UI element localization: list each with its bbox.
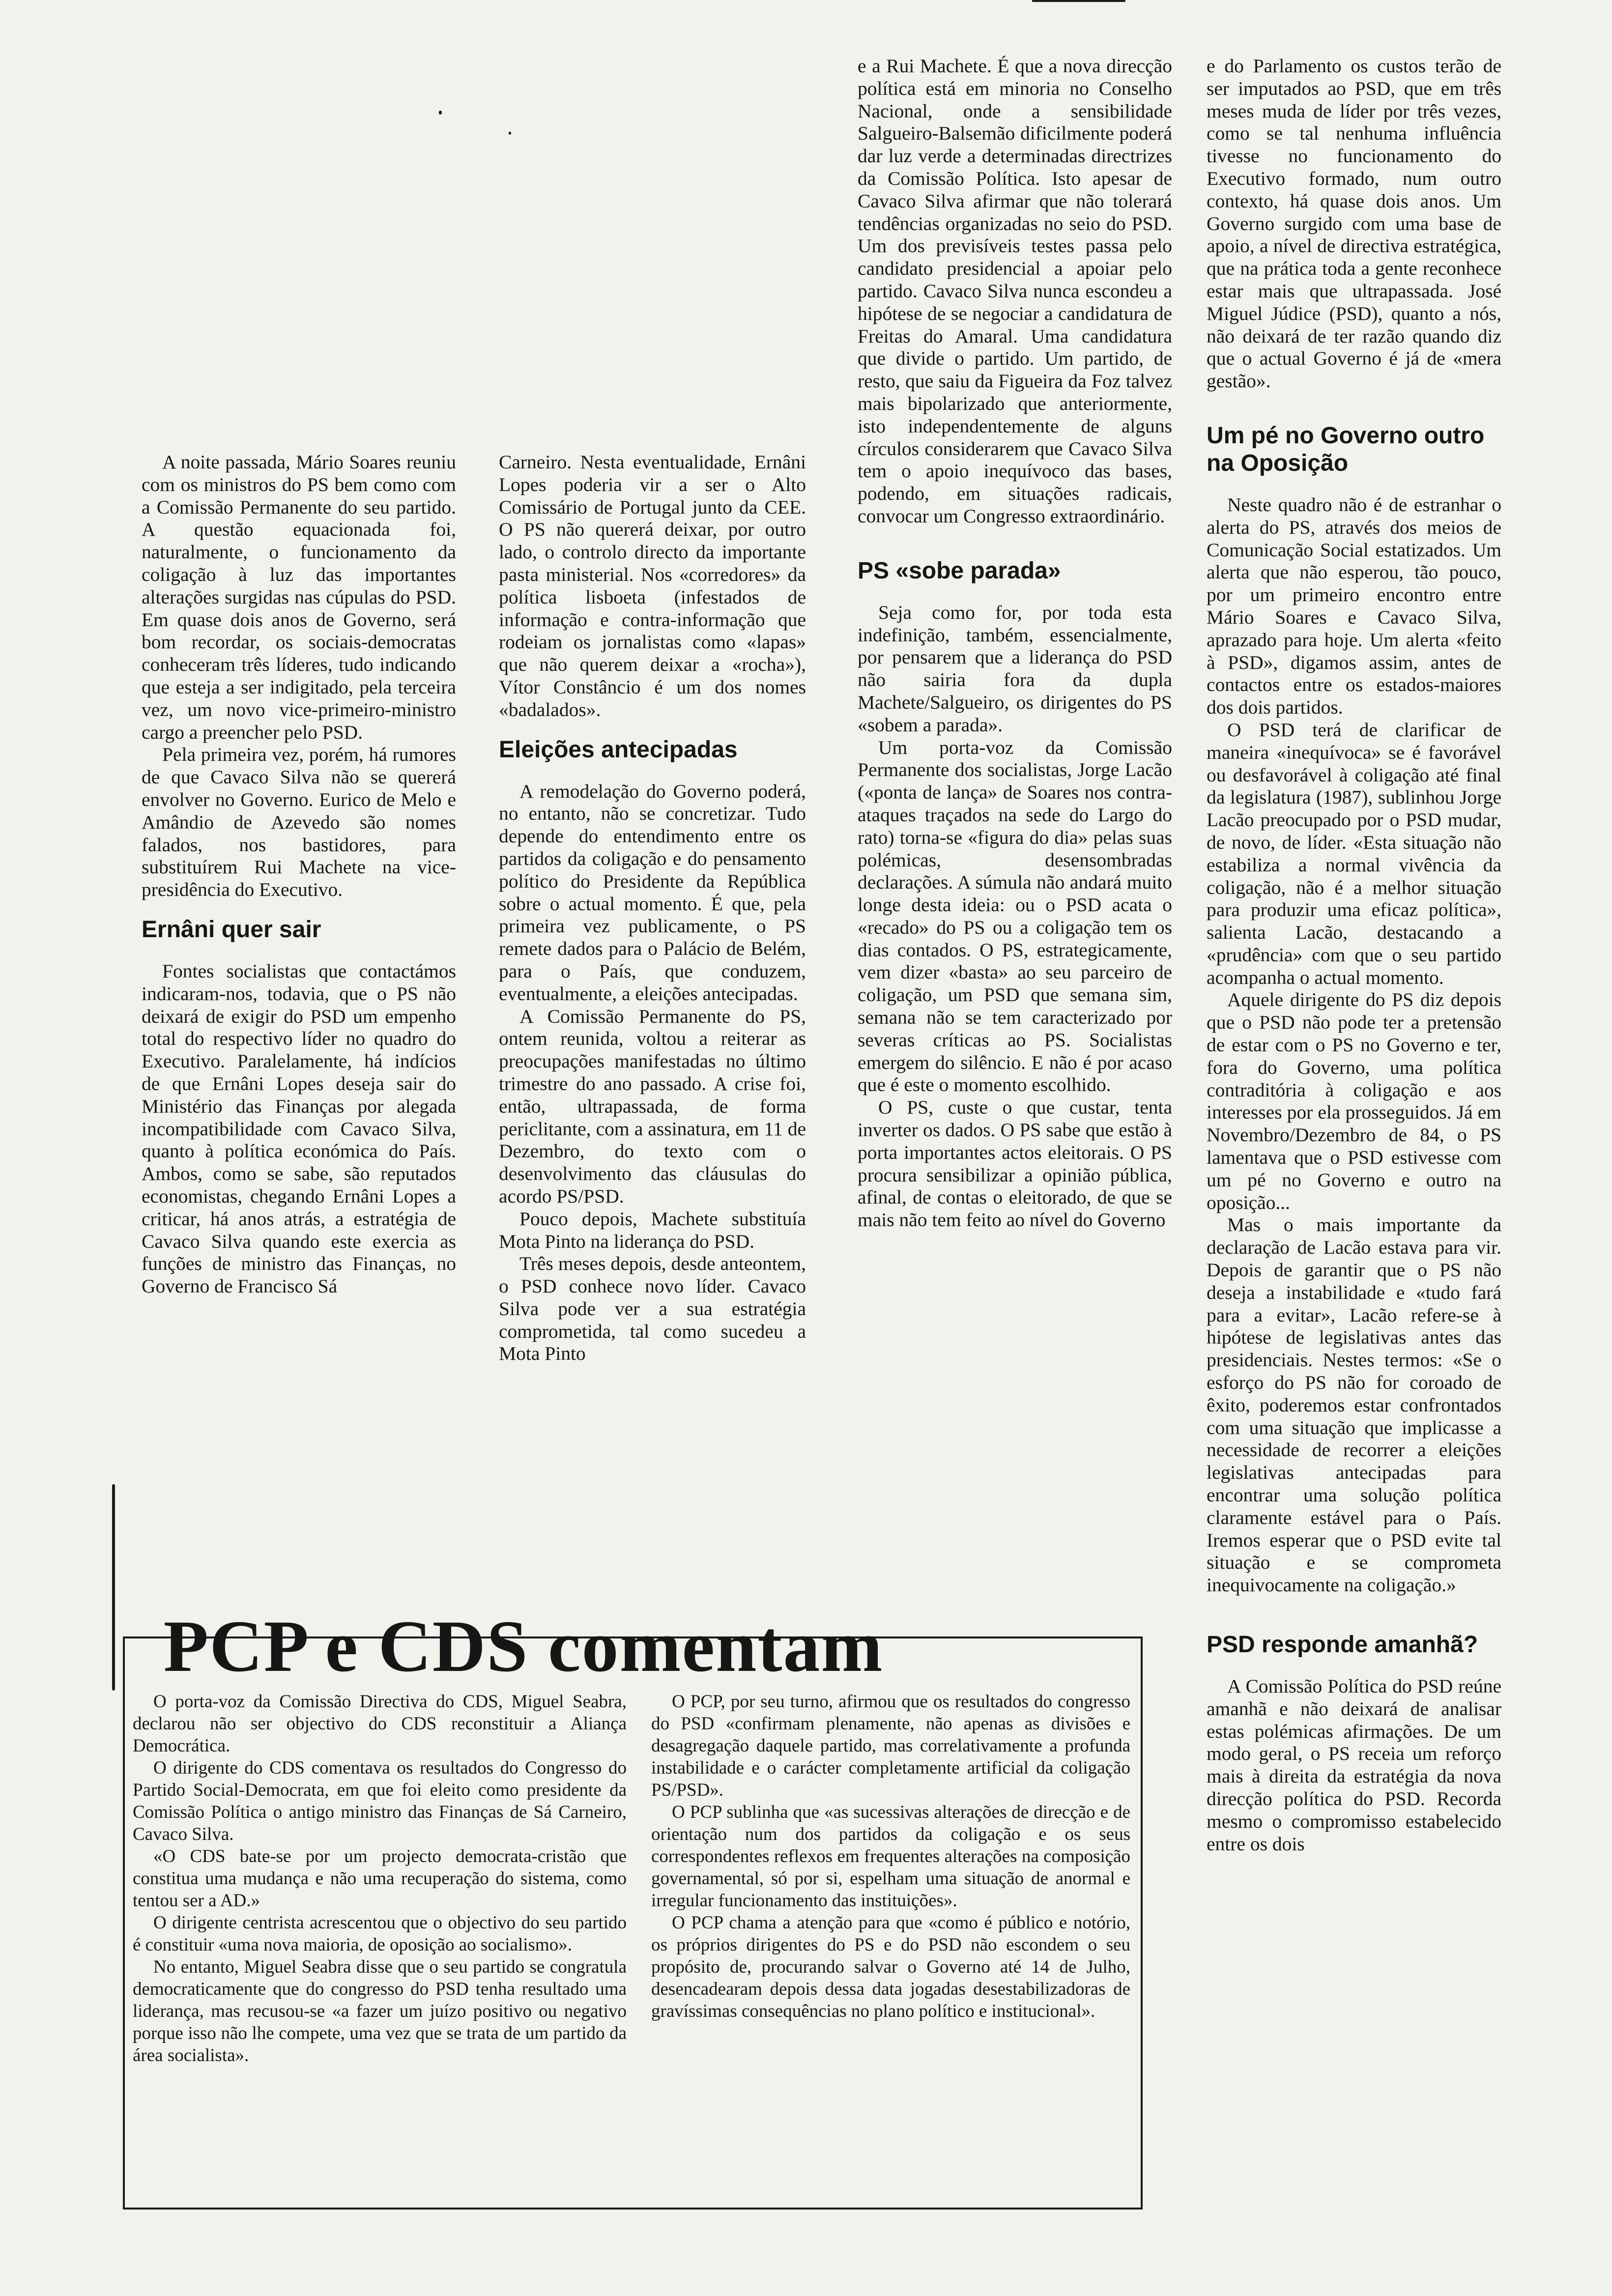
- article-column-2: [499, 451, 806, 1365]
- box-left-paragraph: O porta-voz da Comissão Directiva do CDS, Miguel Seabra, declarou não ser objectivo do CDS reconstituir a Aliança Democrática.: [133, 1692, 627, 1756]
- col2-paragraph: A remodelação do Governo poderá, no entanto, não se concretizar. Tudo depende do entendimento entre os partidos da coligação e do pensamento político do Presidente da República sobre o actual momento. É que, pela primeira vez publicamente, o PS remete dados para o Palácio de Belém, para o País, que conduzem, eventualmente, a eleições antecipadas.: [499, 780, 806, 1004]
- article-column-3: [858, 55, 1172, 1232]
- col3-paragraph: Um porta-voz da Comissão Permanente dos socialistas, Jorge Lacão («ponta de lança» de Soares nos contra-ataques traçados na sede do Largo do rato) torna-se «figura do dia» pelas suas polémicas, desensombradas declarações. A súmula não andará muito longe desta ideia: ou o PSD acata o «recado» do PS ou a coligação tem os dias contados. O PS, estrategicamente, vem dizer «basta» ao seu parceiro de coligação, um PSD que semana sim, semana não se tem caracterizado por severas críticas ao PS. Socialistas emergem do silêncio. E não é por acaso que é este o momento escolhido.: [858, 736, 1172, 1096]
- col4-subheading-2: PSD responde amanhã?: [1207, 1632, 1478, 1658]
- box-left-paragraph: O dirigente do CDS comentava os resultados do Congresso do Partido Social-Democrata, em que foi eleito como presidente da Comissão Política o antigo ministro das Finanças de Sá Carneiro, Cavaco Silva.: [133, 1758, 627, 1844]
- article-column-4: [1207, 55, 1501, 1855]
- col2-paragraph: Pouco depois, Machete substituía Mota Pinto na liderança do PSD.: [499, 1207, 806, 1252]
- col4-paragraph: Neste quadro não é de estranhar o alerta do PS, através dos meios de Comunicação Social estatizados. Um alerta que não esperou, tão pouco, por um primeiro encontro entre Mário Soares e Cavaco Silva, aprazado para hoje. Um alerta «feito à PSD», digamos assim, antes de contactos entre os estados-maiores dos dois partidos.: [1207, 493, 1501, 718]
- box-right-paragraph: O PCP chama a atenção para que «como é público e notório, os próprios dirigentes do PS e do PSD não escondem o seu propósito de, procurando salvar o Governo até 14 de Julho, desencadearam depois dessa data jogadas desestabilizadoras de gravíssimas consequências no plano político e institucional».: [651, 1913, 1130, 2021]
- article-column-1: [142, 451, 456, 1298]
- boxed-article-left-column: [133, 1691, 627, 2066]
- col1-paragraph: Pela primeira vez, porém, há rumores de que Cavaco Silva não se quererá envolver no Governo. Eurico de Melo e Amândio de Azevedo são nomes falados, nos bastidores, para substituírem Rui Machete na vice-presidência do Executivo.: [142, 744, 456, 901]
- box-left-paragraph: No entanto, Miguel Seabra disse que o seu partido se congratula democraticamente que do congresso do PSD tenha resultado uma liderança, mas recusou-se «a fazer um juízo positivo ou negativo porque isso não lhe compete, uma vez que se trata de um partido da área socialista».: [133, 1957, 627, 2066]
- box-right-paragraph: O PCP, por seu turno, afirmou que os resultados do congresso do PSD «confirmam plenamente, não apenas as divisões e desagregação daquele partido, mas correlativamente a profunda instabilidade e o carácter completamente artificial da coligação PS/PSD».: [651, 1692, 1130, 1800]
- col4-paragraph: e do Parlamento os custos terão de ser imputados ao PSD, que em três meses muda de líder por três vezes, como se tal nenhuma influência tivesse no funcionamento do Executivo formado, num outro contexto, há quase dois anos. Um Governo surgido com uma base de apoio, a nível de directiva estratégica, que na prática toda a gente reconhece estar mais que ultrapassada. José Miguel Júdice (PSD), quanto a nós, não deixará de ter razão quando diz que o actual Governo é já de «mera gestão».: [1207, 55, 1501, 392]
- box-left-paragraph: «O CDS bate-se por um projecto democrata-cristão que constitua uma mudança e não uma recuperação do sistema, como tentou ser a AD.»: [133, 1846, 627, 1911]
- boxed-article-right-column: [651, 1691, 1130, 2022]
- box-right-paragraph: O PCP sublinha que «as sucessivas alterações de direcção e de orientação num dos partidos da coligação e os seus correspondentes reflexos em frequentes alterações na composição governamental, só por si, espelham uma situação de anormal e irregular funcionamento das instituições».: [651, 1802, 1130, 1911]
- col3-paragraph: Seja como for, por toda esta indefinição, também, essencialmente, por pensarem que a liderança do PSD não sairia fora da dupla Machete/Salgueiro, os dirigentes do PS «sobem a parada».: [858, 601, 1172, 736]
- col4-paragraph: Mas o mais importante da declaração de Lacão estava para vir. Depois de garantir que o PS não deseja a instabilidade e «tudo fará para a evitar», Lacão refere-se à hipótese de legislativas antes das presidenciais. Nestes termos: «Se o esforço do PS não for coroado de êxito, poderemos estar confrontados com uma situação que implicasse a necessidade de recorrer a eleições legislativas antecipadas para encontrar uma solução política claramente estável para o País. Iremos esperar que o PSD evite tal situação e se comprometa inequivocamente na coligação.»: [1207, 1214, 1501, 1596]
- boxed-article-title: PCP e CDS comentam: [163, 1606, 884, 1687]
- col2-paragraph: A Comissão Permanente do PS, ontem reunida, voltou a reiterar as preocupações manifestadas no último trimestre do ano passado. A crise foi, então, ultrapassada, de forma periclitante, com a assinatura, em 11 de Dezembro, do texto com o desenvolvimento das cláusulas do acordo PS/PSD.: [499, 1005, 806, 1207]
- col3-paragraph: e a Rui Machete. É que a nova direcção política está em minoria no Conselho Nacional, onde a sensibilidade Salgueiro-Balsemão dificilmente poderá dar luz verde a determinadas directrizes da Comissão Política. Isto apesar de Cavaco Silva afirmar que não tolerará tendências organizadas no seio do PSD. Um dos previsíveis testes passa pelo candidato presidencial a apoiar pelo partido. Cavaco Silva nunca escondeu a hipótese de se negociar a candidatura de Freitas do Amaral. Uma candidatura que divide o partido. Um partido, de resto, que saiu da Figueira da Foz talvez mais bipolarizado que anteriormente, isto independentemente de alguns círculos considerarem que Cavaco Silva tem o apoio inequívoco das bases, podendo, em situações radicais, convocar um Congresso extraordinário.: [858, 55, 1172, 527]
- box-left-paragraph: O dirigente centrista acrescentou que o objectivo do seu partido é constituir «uma nova maioria, de oposição ao socialismo».: [133, 1913, 627, 1955]
- col3-subheading: PS «sobe parada»: [858, 557, 1061, 584]
- col1-subheading: Ernâni quer sair: [142, 916, 321, 943]
- top-rule: [1032, 0, 1125, 2]
- col2-paragraph: Três meses depois, desde anteontem, o PSD conhece novo líder. Cavaco Silva pode ver a sua estratégia comprometida, tal como sucedeu a Mota Pinto: [499, 1253, 806, 1365]
- col1-paragraph: Fontes socialistas que contactámos indicaram-nos, todavia, que o PS não deixará de exigir do PSD um empenho total do respectivo líder no quadro do Executivo. Paralelamente, há indícios de que Ernâni Lopes deseja sair do Ministério das Finanças por alegada incompatibilidade com Cavaco Silva, quanto à política económica do País. Ambos, como se sabe, são reputados economistas, chegando Ernâni Lopes a criticar, há anos atrás, a estratégia de Cavaco Silva quando este exercia as funções de ministro das Finanças, no Governo de Francisco Sá: [142, 960, 456, 1297]
- col4-paragraph: O PSD terá de clarificar de maneira «inequívoca» se é favorável ou desfavorável à coligação até final da legislatura (1987), sublinhou Jorge Lacão preocupado por o PSD mudar, de novo, de líder. «Esta situação não estabiliza a normal vivência da coligação, não é a melhor situação para produzir uma eficaz política», salienta Lacão, destacando a «prudência» com que o seu partido acompanha o actual momento.: [1207, 718, 1501, 988]
- col3-paragraph: O PS, custe o que custar, tenta inverter os dados. O PS sabe que estão à porta importantes actos eleitorais. O PS procura sensibilizar a opinião pública, afinal, de contas o eleitorado, de que se mais não tem feito ao nível do Governo: [858, 1096, 1172, 1231]
- col4-paragraph: A Comissão Política do PSD reúne amanhã e não deixará de analisar estas polémicas afirmações. De um modo geral, o PS receia um reforço mais à direita da estratégia da nova direcção política do PSD. Recorda mesmo o compromisso estabelecido entre os dois: [1207, 1675, 1501, 1855]
- col2-subheading: Eleições antecipadas: [499, 736, 738, 763]
- margin-speck: [509, 132, 511, 135]
- col4-subheading: Um pé no Governo outro na Oposição: [1207, 422, 1485, 476]
- margin-speck: [439, 111, 442, 115]
- col1-paragraph: A noite passada, Mário Soares reuniu com os ministros do PS bem como com a Comissão Permanente do seu partido. A questão equacionada foi, naturalmente, o funcionamento da coligação à luz das importantes alterações surgidas nas cúpulas do PSD. Em quase dois anos de Governo, será bom recordar, os sociais-democratas conheceram três líderes, tudo indicando que esteja a ser indigitado, pela terceira vez, um novo vice-primeiro-ministro cargo a preencher pelo PSD.: [142, 451, 456, 743]
- col2-paragraph: Carneiro. Nesta eventualidade, Ernâni Lopes poderia vir a ser o Alto Comissário de Portugal junto da CEE. O PS não quererá deixar, por outro lado, o controlo directo da importante pasta ministerial. Nos «corredores» da política lisboeta (infestados de informação e contra-informação que rodeiam os jornalistas como «lapas» que não querem deixar a «rocha»), Vítor Constâncio é um dos nomes «badalados».: [499, 451, 806, 720]
- col4-paragraph: Aquele dirigente do PS diz depois que o PSD não pode ter a pretensão de estar com o PS no Governo e ter, fora do Governo, uma política contraditória à coligação e aos interesses por ela prosseguidos. Já em Novembro/Dezembro de 84, o PS lamentava que o PSD estivesse com um pé no Governo e outro na oposição...: [1207, 989, 1501, 1213]
